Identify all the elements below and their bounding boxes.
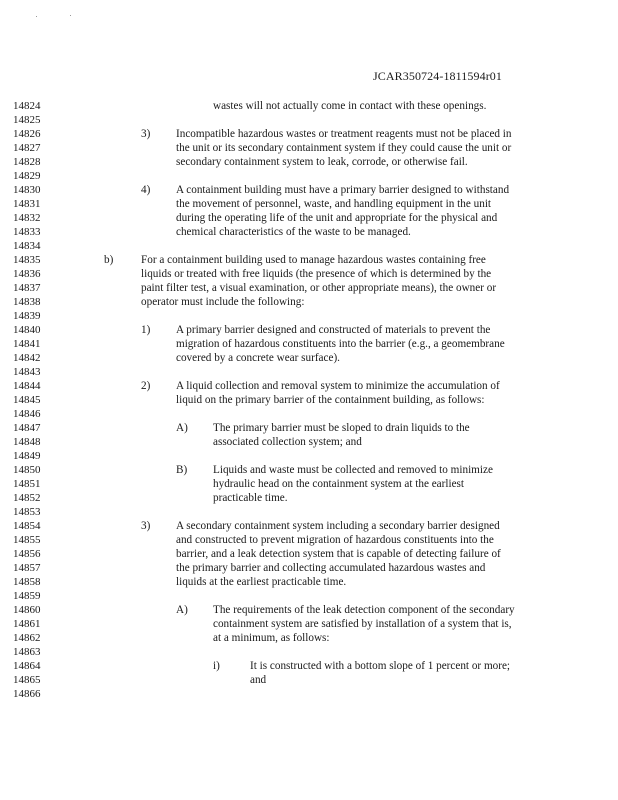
text-line: the unit or its secondary containment system if they could cause the unit or	[176, 142, 512, 154]
line-number: 14862	[13, 632, 41, 644]
paragraph-label: B)	[176, 464, 188, 476]
line-number: 14861	[13, 618, 41, 630]
paragraph-label: 2)	[141, 380, 151, 392]
paragraph-label: i)	[213, 660, 220, 672]
paragraph-label: A)	[176, 422, 188, 434]
text-line: and	[250, 674, 267, 686]
text-line: The requirements of the leak detection component of the secondary	[213, 604, 515, 616]
text-line: A liquid collection and removal system to minimize the accumulation of	[176, 380, 500, 392]
line-number: 14855	[13, 534, 41, 546]
line-number: 14832	[13, 212, 41, 224]
line-number: 14838	[13, 296, 41, 308]
paragraph-label: 3)	[141, 520, 151, 532]
line-number: 14843	[13, 366, 41, 378]
text-line: It is constructed with a bottom slope of 1 percent or more;	[250, 660, 511, 672]
line-number: 14829	[13, 170, 41, 182]
line-number: 14845	[13, 394, 41, 406]
paragraph-text	[141, 253, 541, 309]
line-number: 14839	[13, 310, 41, 322]
paragraph-label: 1)	[141, 324, 151, 336]
text-line: migration of hazardous constituents into the barrier (e.g., a geomembrane	[176, 338, 505, 350]
line-number: 14834	[13, 240, 41, 252]
line-number: 14835	[13, 254, 41, 266]
line-number: 14837	[13, 282, 41, 294]
paragraph-text	[176, 127, 556, 169]
line-number: 14851	[13, 478, 41, 490]
line-number: 14864	[13, 660, 41, 672]
line-number: 14860	[13, 604, 41, 616]
paragraph-text	[213, 99, 593, 113]
text-line: A containment building must have a primary barrier designed to withstand	[176, 184, 510, 196]
paragraph-label: 4)	[141, 184, 151, 196]
text-line: liquids at the earliest practicable time.	[176, 576, 347, 588]
text-line: at a minimum, as follows:	[213, 632, 330, 644]
line-number: 14859	[13, 590, 41, 602]
line-number: 14846	[13, 408, 41, 420]
line-number: 14848	[13, 436, 41, 448]
line-number: 14852	[13, 492, 41, 504]
line-number: 14826	[13, 128, 41, 140]
paragraph-text	[176, 379, 556, 407]
line-number: 14853	[13, 506, 41, 518]
line-number: 14833	[13, 226, 41, 238]
scan-specks	[36, 14, 96, 20]
text-line: containment system are satisfied by installation of a system that is,	[213, 618, 512, 630]
text-line: Incompatible hazardous wastes or treatment reagents must not be placed in	[176, 128, 512, 140]
paragraph-text	[213, 421, 553, 449]
text-line: secondary containment system to leak, corrode, or otherwise fail.	[176, 156, 468, 168]
text-line: hydraulic head on the containment system at the earliest	[213, 478, 465, 490]
paragraph-text	[250, 659, 560, 687]
line-number: 14849	[13, 450, 41, 462]
text-line: The primary barrier must be sloped to drain liquids to the	[213, 422, 470, 434]
line-number: 14847	[13, 422, 41, 434]
text-line: and constructed to prevent migration of hazardous constituents into the	[176, 534, 494, 546]
text-line: Liquids and waste must be collected and removed to minimize	[213, 464, 493, 476]
paragraph-text	[176, 183, 556, 239]
line-number: 14830	[13, 184, 41, 196]
speck	[70, 15, 71, 16]
text-line: the movement of personnel, waste, and handling equipment in the unit	[176, 198, 492, 210]
line-number: 14828	[13, 156, 41, 168]
document-id: JCAR350724-1811594r01	[373, 69, 502, 83]
line-number: 14854	[13, 520, 41, 532]
text-line: wastes will not actually come in contact with these openings.	[213, 100, 487, 112]
line-number-column	[13, 99, 63, 701]
line-number: 14865	[13, 674, 41, 686]
paragraph-text	[213, 603, 563, 645]
line-number: 14841	[13, 338, 41, 350]
text-line: practicable time.	[213, 492, 288, 504]
text-line: during the operating life of the unit and appropriate for the physical and	[176, 212, 498, 224]
line-number: 14840	[13, 324, 41, 336]
line-number: 14827	[13, 142, 41, 154]
text-line: associated collection system; and	[213, 436, 362, 448]
text-line: A primary barrier designed and constructed of materials to prevent the	[176, 324, 491, 336]
line-number: 14836	[13, 268, 41, 280]
line-number: 14856	[13, 548, 41, 560]
line-number: 14831	[13, 198, 41, 210]
paragraph-text	[176, 519, 556, 589]
paragraph-label: b)	[104, 254, 114, 266]
text-line: barrier, and a leak detection system that is capable of detecting failure of	[176, 548, 501, 560]
line-number: 14866	[13, 688, 41, 700]
paragraph-text	[176, 323, 556, 365]
speck	[36, 16, 37, 17]
text-line: liquid on the primary barrier of the containment building, as follows:	[176, 394, 485, 406]
paragraph-label: A)	[176, 604, 188, 616]
line-number: 14857	[13, 562, 41, 574]
text-line: covered by a concrete wear surface).	[176, 352, 340, 364]
line-number: 14844	[13, 380, 41, 392]
text-line: liquids or treated with free liquids (the presence of which is determined by the	[141, 268, 492, 280]
text-line: operator must include the following:	[141, 296, 305, 308]
paragraph-label: 3)	[141, 128, 151, 140]
text-line: paint filter test, a visual examination, or other appropriate means), the owner or	[141, 282, 497, 294]
line-number: 14825	[13, 114, 41, 126]
line-number: 14858	[13, 576, 41, 588]
text-line: For a containment building used to manage hazardous wastes containing free	[141, 254, 486, 266]
text-line: the primary barrier and collecting accumulated hazardous wastes and	[176, 562, 486, 574]
paragraph-text	[213, 463, 553, 505]
line-number: 14842	[13, 352, 41, 364]
line-number: 14850	[13, 464, 41, 476]
line-number: 14824	[13, 100, 41, 112]
text-line: A secondary containment system including a secondary barrier designed	[176, 520, 500, 532]
line-number: 14863	[13, 646, 41, 658]
text-line: chemical characteristics of the waste to be managed.	[176, 226, 411, 238]
